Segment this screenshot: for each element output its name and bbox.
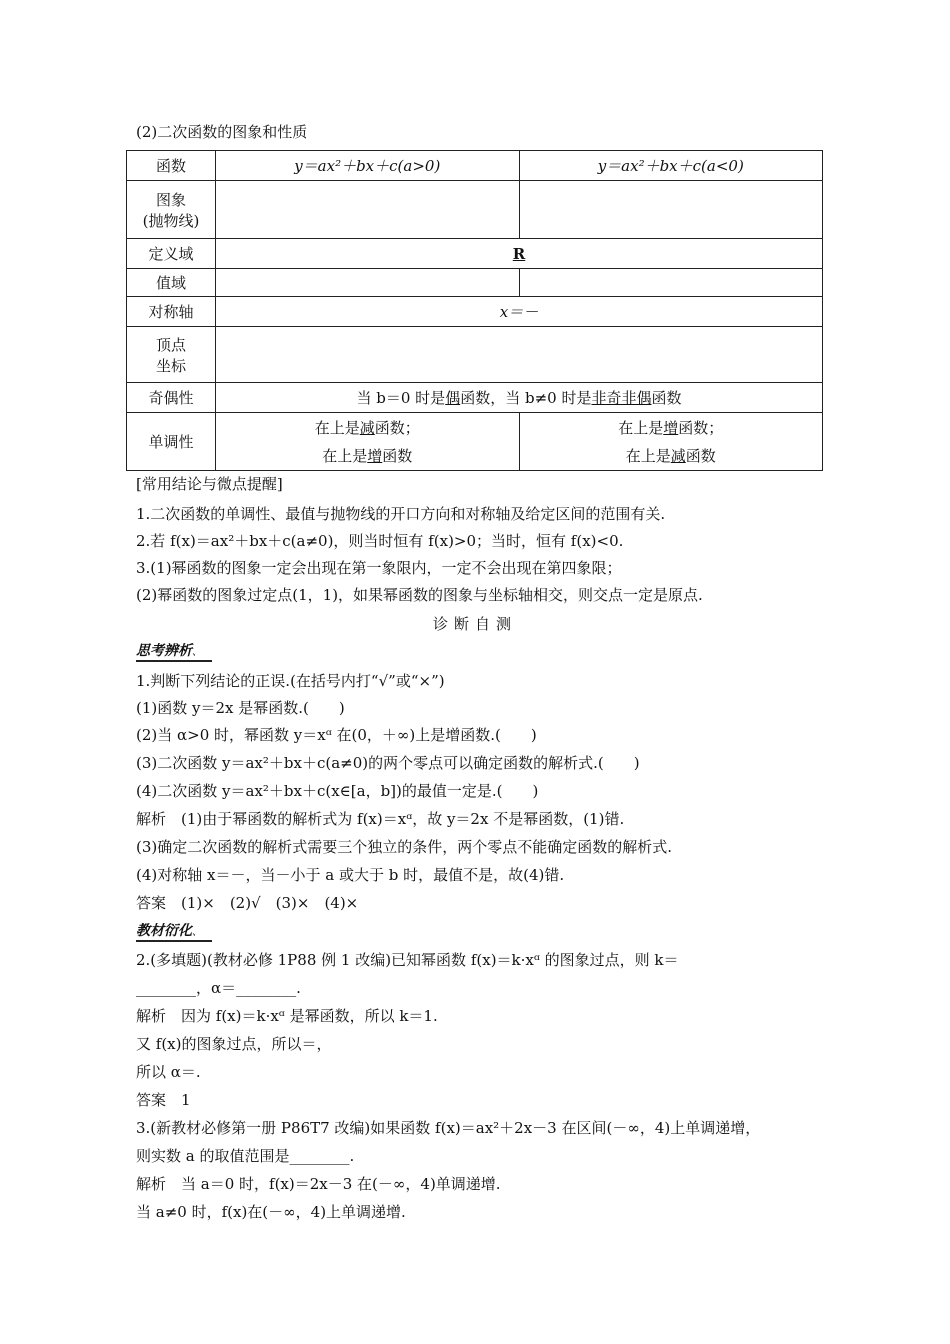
mono-keyword: 减: [359, 418, 375, 437]
mono-keyword: 减: [670, 446, 686, 465]
analysis-line: (4)对称轴 x＝－，当－小于 a 或大于 b 时，最值不是，故(4)错.: [136, 866, 565, 884]
question-stem: 则实数 a 的取值范围是________.: [136, 1147, 355, 1165]
domain-value-text: R: [512, 244, 526, 263]
analysis-line: (3)确定二次函数的解析式需要三个独立的条件，两个零点不能确定函数的解析式.: [136, 838, 673, 856]
question-item: (4)二次函数 y＝ax²＋bx＋c(x∈[a，b])的最值一定是.( ): [136, 782, 539, 800]
section-title: (2)二次函数的图象和性质: [136, 123, 308, 141]
row-label-vertex: [127, 327, 216, 383]
answer-line: 答案 (1)× (2)√ (3)× (4)×: [136, 894, 359, 912]
notes-title: [常用结论与微点提醒]: [136, 475, 283, 493]
mono-line: [524, 442, 819, 470]
row-label-monotonic: 单调性: [127, 413, 216, 471]
analysis-line: 解析 因为 f(x)＝k·xᵅ 是幂函数，所以 k＝1.: [136, 1007, 438, 1025]
note-line: 3.(1)幂函数的图象一定会出现在第一象限内，一定不会出现在第四象限；: [136, 559, 622, 577]
quadratic-properties-table: [126, 150, 823, 471]
mono-text: 在上是: [322, 446, 368, 465]
mono-text: 在上是: [618, 418, 664, 437]
analysis-line: 解析 当 a＝0 时，f(x)＝2x－3 在(－∞，4)单调递增.: [136, 1175, 501, 1193]
mono-text: 函数；: [374, 418, 420, 437]
mono-text: 在上是: [625, 446, 671, 465]
row-label-parity: 奇偶性: [127, 383, 216, 413]
mono-text: 函数: [382, 446, 413, 465]
table-row: [127, 327, 823, 383]
table-row: [127, 239, 823, 269]
table-row: [127, 383, 823, 413]
parity-even: 偶: [445, 389, 461, 407]
analysis-line: 当 a≠0 时，f(x)在(－∞，4)上单调递增.: [136, 1203, 406, 1221]
mono-text: 函数；: [678, 418, 724, 437]
domain-value: [216, 239, 823, 269]
range-cell-right: [519, 269, 823, 297]
section-tag: 思考辨析 、: [136, 642, 212, 662]
table-row: [127, 413, 823, 471]
question-stem: ________，α＝________.: [136, 979, 301, 997]
question-item: (3)二次函数 y＝ax²＋bx＋c(a≠0)的两个零点可以确定函数的解析式.( ): [136, 754, 640, 772]
question-item: (2)当 α>0 时，幂函数 y＝xᵅ 在(0，＋∞)上是增函数.( ): [136, 726, 537, 744]
graph-cell-left: [216, 181, 520, 239]
analysis-line: 又 f(x)的图象过点，所以＝，: [136, 1035, 332, 1053]
monotonic-cell-left: [216, 413, 520, 471]
table-row: [127, 297, 823, 327]
mono-text: 函数: [685, 446, 716, 465]
note-line: 2.若 f(x)＝ax²＋bx＋c(a≠0)，则当时恒有 f(x)>0；当时，恒有 f(x)<0.: [136, 532, 624, 550]
table-row: [127, 181, 823, 239]
answer-line: 答案 1: [136, 1091, 191, 1109]
parity-neither: 非奇非偶: [591, 389, 652, 407]
table-row: [127, 269, 823, 297]
analysis-line: 所以 α＝.: [136, 1063, 201, 1081]
note-line: (2)幂函数的图象过定点(1，1)，如果幂函数的图象与坐标轴相交，则交点一定是原点.: [136, 586, 703, 604]
question-stem: 2.(多填题)(教材必修 1P88 例 1 改编)已知幂函数 f(x)＝k·xᵅ 的图象过点，则 k＝: [136, 951, 679, 969]
parity-text: 当 b＝0 时是: [356, 389, 446, 407]
parity-text: 函数: [651, 389, 682, 407]
section-tag: 教材衍化 、: [136, 922, 212, 942]
diagnostic-title: 诊断自测: [432, 615, 517, 633]
header-col1: y＝ax²＋bx＋c(a>0): [216, 151, 520, 181]
mono-line: [220, 414, 515, 442]
question-stem: 3.(新教材必修第一册 P86T7 改编)如果函数 f(x)＝ax²＋2x－3 在区间(－∞，4)上单调递增，: [136, 1119, 761, 1137]
vertex-cell: [216, 327, 823, 383]
question-stem: 1.判断下列结论的正误.(在括号内打“√”或“×”): [136, 672, 445, 690]
axis-value: [216, 297, 823, 327]
row-label-line: 图象: [155, 190, 186, 209]
parity-value: [216, 383, 823, 413]
analysis-line: 解析 (1)由于幂函数的解析式为 f(x)＝xᵅ，故 y＝2x 不是幂函数，(1)错.: [136, 810, 625, 828]
row-label-range: 值域: [127, 269, 216, 297]
row-label-image: [127, 181, 216, 239]
range-cell-left: [216, 269, 520, 297]
mono-line: [524, 414, 819, 442]
axis-value-text: x＝－: [499, 303, 539, 321]
row-label-line: 坐标: [155, 356, 186, 375]
row-label-line: 顶点: [155, 335, 186, 354]
table-row: [127, 151, 823, 181]
mono-keyword: 增: [367, 446, 383, 465]
question-item: (1)函数 y＝2x 是幂函数.( ): [136, 699, 345, 717]
note-line: 1.二次函数的单调性、最值与抛物线的开口方向和对称轴及给定区间的范围有关.: [136, 505, 666, 523]
row-label-line: (抛物线): [142, 211, 200, 230]
monotonic-cell-right: [519, 413, 823, 471]
row-label-domain: 定义域: [127, 239, 216, 269]
parity-text: 函数，当 b≠0 时是: [460, 389, 592, 407]
row-label-axis: 对称轴: [127, 297, 216, 327]
mono-line: [220, 442, 515, 470]
header-label: 函数: [127, 151, 216, 181]
mono-keyword: 增: [663, 418, 679, 437]
header-col2: y＝ax²＋bx＋c(a<0): [519, 151, 823, 181]
graph-cell-right: [519, 181, 823, 239]
mono-text: 在上是: [314, 418, 360, 437]
